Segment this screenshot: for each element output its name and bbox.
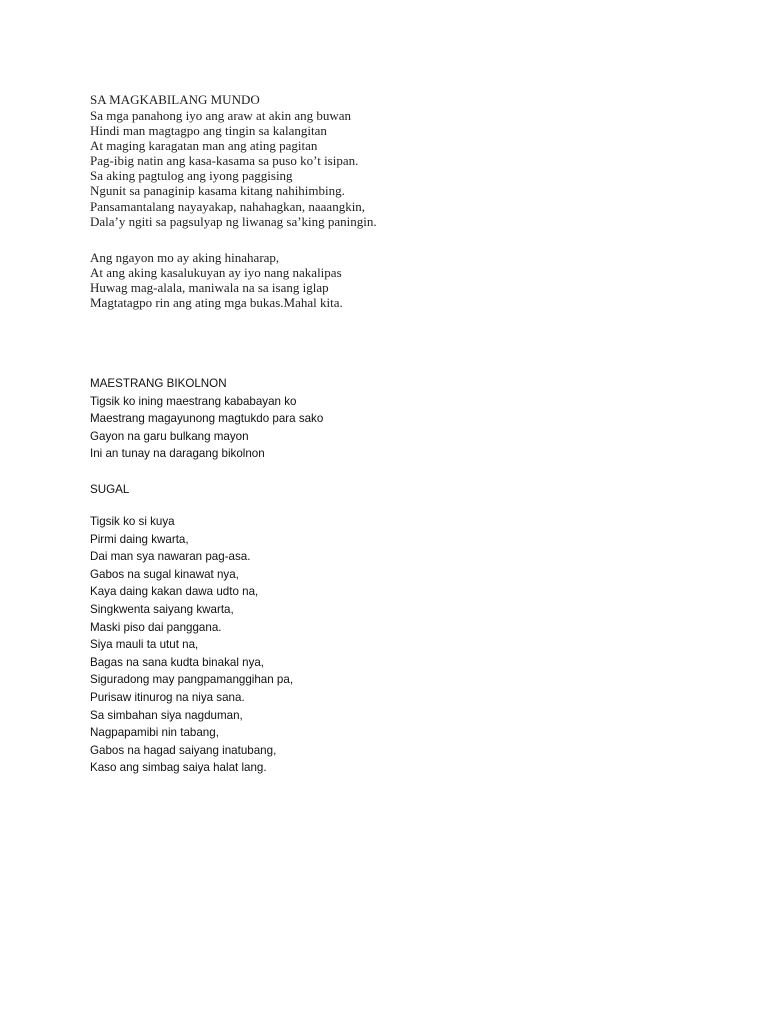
poem-line: Purisaw itinurog na niya sana.: [90, 690, 245, 704]
poem1-stanza-1: [90, 108, 377, 229]
poem-line: At ang aking kasalukuyan ay iyo nang nakalipas: [90, 265, 342, 281]
poem-maestrang-bikolnon: [90, 375, 323, 463]
poem-line: Ngunit sa panaginip kasama kitang nahihimbing.: [90, 183, 345, 199]
poem-line: Gabos na hagad saiyang inatubang,: [90, 743, 277, 757]
poem-line: Magtatagpo rin ang ating mga bukas.Mahal kita.: [90, 295, 343, 311]
poem-line: Pansamantalang nayayakap, nahahagkan, naaangkin,: [90, 198, 366, 214]
poem-line: Siguradong may pangpamanggihan pa,: [90, 673, 294, 687]
poem-line: Kaya daing kakan dawa udto na,: [90, 585, 259, 599]
poem-line: Ang ngayon mo ay aking hinaharap,: [90, 250, 280, 265]
poem-title: SA MAGKABILANG MUNDO: [90, 92, 260, 107]
poem-line: Huwag mag-alala, maniwala na sa isang iglap: [90, 280, 329, 296]
poem-line: Siya mauli ta utut na,: [90, 638, 199, 652]
poem-line: Bagas na sana kudta binakal nya,: [90, 655, 265, 669]
poem-line: Singkwenta saiyang kwarta,: [90, 602, 234, 616]
poem-line: Hindi man magtagpo ang tingin sa kalangitan: [90, 123, 327, 139]
poem-title: SUGAL: [90, 483, 130, 496]
poem-title-sa-magkabilang-mundo: [90, 92, 260, 107]
poem-line: Tigsik ko ining maestrang kababayan ko: [90, 394, 297, 408]
poem-title-sugal: [90, 481, 129, 499]
poem-title: MAESTRANG BIKOLNON: [90, 377, 227, 390]
poem-line: Maestrang magayunong magtukdo para sako: [90, 412, 324, 426]
poem-line: Tigsik ko si kuya: [90, 515, 175, 528]
poem-line: Gabos na sugal kinawat nya,: [90, 567, 239, 581]
poem1-stanza-2: [90, 250, 343, 310]
poem-line: At maging karagatan man ang ating pagitan: [90, 138, 318, 154]
poem-line: Gayon na garu bulkang mayon: [90, 429, 249, 443]
poem-sugal-body: [90, 513, 293, 777]
poem-line: Pag-ibig natin ang kasa-kasama sa puso ko’t isipan.: [90, 153, 359, 169]
poem-line: Maski piso dai panggana.: [90, 620, 222, 634]
poem-line: Sa simbahan siya nagduman,: [90, 708, 243, 722]
poem-line: Kaso ang simbag saiya halat lang.: [90, 761, 267, 775]
poem-line: Sa aking pagtulog ang iyong paggising: [90, 168, 293, 184]
poem-line: Pirmi daing kwarta,: [90, 532, 189, 546]
poem-line: Ini an tunay na daragang bikolnon: [90, 447, 265, 461]
poem-line: Dai man sya nawaran pag-asa.: [90, 550, 251, 564]
poem-line: Dala’y ngiti sa pagsulyap ng liwanag sa’king paningin.: [90, 213, 377, 229]
poem-line: Nagpapamibi nin tabang,: [90, 726, 219, 740]
poem-line: Sa mga panahong iyo ang araw at akin ang buwan: [90, 108, 352, 123]
